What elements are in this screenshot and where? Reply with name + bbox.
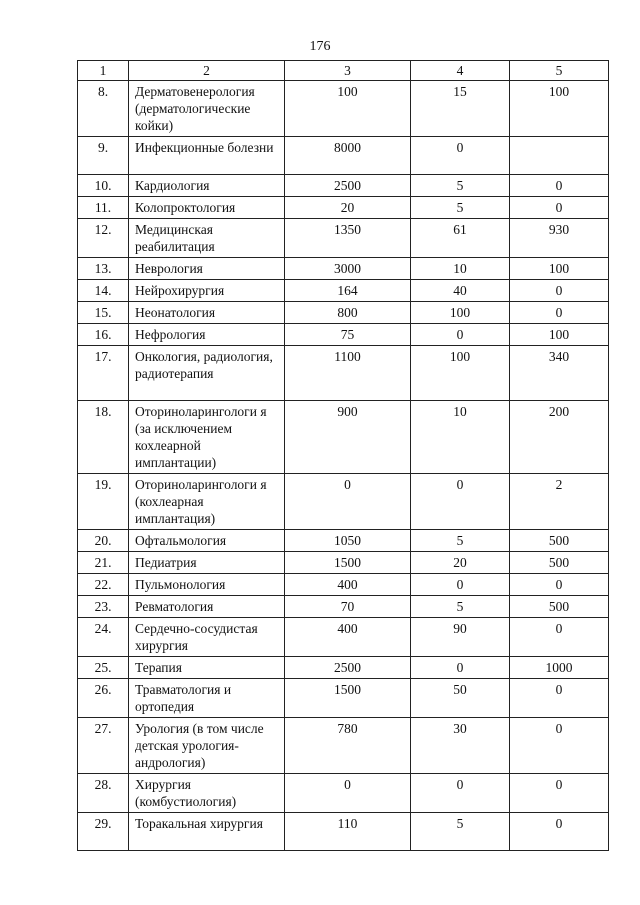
row-col3-cell: 164 xyxy=(285,280,411,302)
table-row xyxy=(78,574,609,596)
row-col3-cell: 780 xyxy=(285,718,411,774)
row-number-cell: 19. xyxy=(78,474,129,530)
header-col-5: 5 xyxy=(510,61,609,81)
row-name-cell: Медицинская реабилитация xyxy=(129,219,285,258)
row-number-cell: 8. xyxy=(78,81,129,137)
row-col4-cell: 50 xyxy=(411,679,510,718)
row-number-cell: 18. xyxy=(78,401,129,474)
table-row xyxy=(78,657,609,679)
table-row xyxy=(78,219,609,258)
row-col3-cell: 20 xyxy=(285,197,411,219)
row-col4-cell: 30 xyxy=(411,718,510,774)
row-col5-cell: 1000 xyxy=(510,657,609,679)
row-col5-cell: 0 xyxy=(510,618,609,657)
row-col5-cell: 0 xyxy=(510,679,609,718)
row-number-cell: 11. xyxy=(78,197,129,219)
row-col5-cell: 500 xyxy=(510,596,609,618)
row-col3-cell: 110 xyxy=(285,813,411,851)
row-number-cell: 29. xyxy=(78,813,129,851)
table-row xyxy=(78,137,609,175)
page-number: 176 xyxy=(309,39,331,54)
row-col5-cell: 0 xyxy=(510,718,609,774)
row-name-cell: Нейрохирургия xyxy=(129,280,285,302)
row-name-cell: Хирургия (комбустиология) xyxy=(129,774,285,813)
row-number-cell: 10. xyxy=(78,175,129,197)
row-col3-cell: 0 xyxy=(285,474,411,530)
row-col3-cell: 1050 xyxy=(285,530,411,552)
row-col4-cell: 5 xyxy=(411,197,510,219)
row-number-cell: 12. xyxy=(78,219,129,258)
row-col5-cell: 0 xyxy=(510,280,609,302)
table-row xyxy=(78,530,609,552)
table-row xyxy=(78,474,609,530)
row-col4-cell: 0 xyxy=(411,574,510,596)
table-row xyxy=(78,324,609,346)
row-col5-cell: 340 xyxy=(510,346,609,401)
table-row xyxy=(78,302,609,324)
table-row xyxy=(78,552,609,574)
row-col4-cell: 15 xyxy=(411,81,510,137)
row-col3-cell: 1500 xyxy=(285,679,411,718)
row-col4-cell: 100 xyxy=(411,346,510,401)
row-col5-cell: 100 xyxy=(510,258,609,280)
row-number-cell: 15. xyxy=(78,302,129,324)
table-row xyxy=(78,175,609,197)
row-col4-cell: 10 xyxy=(411,258,510,280)
table-row xyxy=(78,81,609,137)
row-number-cell: 23. xyxy=(78,596,129,618)
row-name-cell: Кардиология xyxy=(129,175,285,197)
row-name-cell: Дерматовенерология (дерматологические койки) xyxy=(129,81,285,137)
row-name-cell: Сердечно-сосудистая хирургия xyxy=(129,618,285,657)
table-row xyxy=(78,679,609,718)
row-col3-cell: 800 xyxy=(285,302,411,324)
table-row xyxy=(78,197,609,219)
row-number-cell: 20. xyxy=(78,530,129,552)
row-col3-cell: 100 xyxy=(285,81,411,137)
row-col4-cell: 0 xyxy=(411,774,510,813)
table-row xyxy=(78,813,609,851)
row-col5-cell: 100 xyxy=(510,324,609,346)
row-col5-cell: 500 xyxy=(510,530,609,552)
row-col4-cell: 5 xyxy=(411,530,510,552)
row-col4-cell: 40 xyxy=(411,280,510,302)
row-number-cell: 13. xyxy=(78,258,129,280)
row-col4-cell: 61 xyxy=(411,219,510,258)
row-name-cell: Инфекционные болезни xyxy=(129,137,285,175)
row-col3-cell: 70 xyxy=(285,596,411,618)
row-col4-cell: 20 xyxy=(411,552,510,574)
row-name-cell: Терапия xyxy=(129,657,285,679)
table-header-row xyxy=(78,61,609,81)
table-row xyxy=(78,280,609,302)
row-col3-cell: 900 xyxy=(285,401,411,474)
row-number-cell: 27. xyxy=(78,718,129,774)
row-col3-cell: 1500 xyxy=(285,552,411,574)
row-col4-cell: 0 xyxy=(411,657,510,679)
row-col4-cell: 5 xyxy=(411,813,510,851)
row-col5-cell: 0 xyxy=(510,175,609,197)
data-table xyxy=(77,60,609,851)
row-col5-cell xyxy=(510,137,609,175)
row-name-cell: Оториноларингологи я (кохлеарная имплантация) xyxy=(129,474,285,530)
row-number-cell: 21. xyxy=(78,552,129,574)
table-row xyxy=(78,618,609,657)
row-col4-cell: 10 xyxy=(411,401,510,474)
row-name-cell: Онкология, радиология, радиотерапия xyxy=(129,346,285,401)
row-col3-cell: 2500 xyxy=(285,657,411,679)
row-name-cell: Педиатрия xyxy=(129,552,285,574)
row-col4-cell: 5 xyxy=(411,596,510,618)
row-col5-cell: 500 xyxy=(510,552,609,574)
row-col5-cell: 0 xyxy=(510,574,609,596)
table-row xyxy=(78,346,609,401)
row-col3-cell: 0 xyxy=(285,774,411,813)
row-number-cell: 14. xyxy=(78,280,129,302)
row-col5-cell: 200 xyxy=(510,401,609,474)
row-number-cell: 25. xyxy=(78,657,129,679)
header-col-4: 4 xyxy=(411,61,510,81)
row-name-cell: Нефрология xyxy=(129,324,285,346)
row-number-cell: 9. xyxy=(78,137,129,175)
row-col3-cell: 75 xyxy=(285,324,411,346)
row-name-cell: Торакальная хирургия xyxy=(129,813,285,851)
row-number-cell: 17. xyxy=(78,346,129,401)
row-col3-cell: 400 xyxy=(285,618,411,657)
row-col5-cell: 0 xyxy=(510,813,609,851)
row-name-cell: Оториноларингологи я (за исключением кохлеарной имплантации) xyxy=(129,401,285,474)
row-col3-cell: 400 xyxy=(285,574,411,596)
row-col3-cell: 3000 xyxy=(285,258,411,280)
row-col3-cell: 1350 xyxy=(285,219,411,258)
row-col5-cell: 0 xyxy=(510,197,609,219)
row-col3-cell: 2500 xyxy=(285,175,411,197)
row-number-cell: 24. xyxy=(78,618,129,657)
row-number-cell: 16. xyxy=(78,324,129,346)
row-col4-cell: 100 xyxy=(411,302,510,324)
table-row xyxy=(78,258,609,280)
row-name-cell: Офтальмология xyxy=(129,530,285,552)
row-name-cell: Пульмонология xyxy=(129,574,285,596)
row-col3-cell: 8000 xyxy=(285,137,411,175)
table-row xyxy=(78,718,609,774)
row-name-cell: Колопроктология xyxy=(129,197,285,219)
row-col4-cell: 0 xyxy=(411,474,510,530)
row-col4-cell: 0 xyxy=(411,137,510,175)
row-name-cell: Неонатология xyxy=(129,302,285,324)
row-col4-cell: 0 xyxy=(411,324,510,346)
row-number-cell: 22. xyxy=(78,574,129,596)
row-col3-cell: 1100 xyxy=(285,346,411,401)
row-number-cell: 28. xyxy=(78,774,129,813)
table-row xyxy=(78,596,609,618)
table-row xyxy=(78,401,609,474)
table-row xyxy=(78,774,609,813)
header-col-2: 2 xyxy=(129,61,285,81)
header-col-3: 3 xyxy=(285,61,411,81)
row-col5-cell: 100 xyxy=(510,81,609,137)
row-col5-cell: 0 xyxy=(510,774,609,813)
row-col5-cell: 0 xyxy=(510,302,609,324)
header-col-1: 1 xyxy=(78,61,129,81)
row-col4-cell: 90 xyxy=(411,618,510,657)
row-col4-cell: 5 xyxy=(411,175,510,197)
row-name-cell: Неврология xyxy=(129,258,285,280)
row-name-cell: Урология (в том числе детская урология-андрология) xyxy=(129,718,285,774)
row-col5-cell: 930 xyxy=(510,219,609,258)
row-col5-cell: 2 xyxy=(510,474,609,530)
row-name-cell: Травматология и ортопедия xyxy=(129,679,285,718)
row-number-cell: 26. xyxy=(78,679,129,718)
row-name-cell: Ревматология xyxy=(129,596,285,618)
